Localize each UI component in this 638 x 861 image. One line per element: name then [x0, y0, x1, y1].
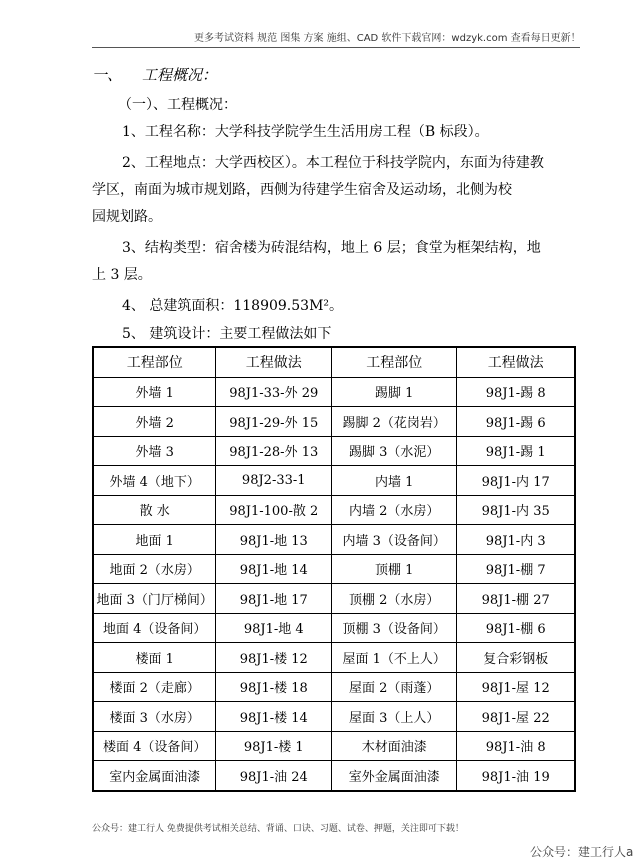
- cell-part: 外墙 2: [93, 407, 216, 437]
- cell-method: 98J1-踢 1: [457, 436, 575, 466]
- cell-part: 踢脚 2（花岗岩）: [332, 407, 457, 437]
- cell-part: 地面 3（门厅梯间）: [93, 584, 216, 614]
- cell-method: 复合彩钢板: [457, 643, 575, 673]
- cell-method: 98J1-内 3: [457, 525, 575, 555]
- table-row: [93, 525, 575, 555]
- table-row: [93, 495, 575, 525]
- header-note: 更多考试资料 规范 图集 方案 施组、CAD 软件下载官网：wdzyk.com 查看每日更新！: [194, 33, 581, 44]
- table-row: [93, 584, 575, 614]
- cell-method: 98J1-楼 18: [216, 672, 332, 702]
- paragraph-location-line-2: 学区，南面为城市规划路，西侧为待建学生宿舍及运动场，北侧为校: [92, 182, 512, 198]
- cell-method: 98J1-屋 22: [457, 702, 575, 732]
- cell-part: 楼面 2（走廊）: [93, 672, 216, 702]
- cell-method: 98J1-楼 12: [216, 643, 332, 673]
- cell-part: 楼面 1: [93, 643, 216, 673]
- cell-part: 地面 1: [93, 525, 216, 555]
- paragraph-project-name: 1、工程名称：大学科技学院学生生活用房工程（B 标段）。: [122, 124, 489, 140]
- paragraph-structure-line-1: 3、结构类型：宿舍楼为砖混结构，地上 6 层；食堂为框架结构，地: [122, 240, 541, 256]
- construction-methods-table: [92, 346, 576, 792]
- cell-method: 98J1-棚 27: [457, 584, 575, 614]
- table-body: [93, 377, 575, 791]
- cell-part: 屋面 2（雨蓬）: [332, 672, 457, 702]
- cell-part: 踢脚 3（水泥）: [332, 436, 457, 466]
- cell-part: 木材面油漆: [332, 731, 457, 761]
- paragraph-location-line-3: 园规划路。: [92, 209, 162, 225]
- cell-part: 室外金属面油漆: [332, 761, 457, 791]
- cell-method: 98J1-33-外 29: [216, 377, 332, 407]
- table-header-row: [93, 347, 575, 377]
- table-row: [93, 554, 575, 584]
- table-row: [93, 702, 575, 732]
- cell-part: 内墙 1: [332, 466, 457, 496]
- table-row: [93, 761, 575, 791]
- table-row: [93, 436, 575, 466]
- section-title: 工程概况：: [142, 66, 218, 84]
- cell-part: 室内金属面油漆: [93, 761, 216, 791]
- cell-method: 98J1-内 17: [457, 466, 575, 496]
- cell-method: 98J1-棚 6: [457, 613, 575, 643]
- watermark: 公众号：建工行人a: [530, 845, 634, 859]
- cell-part: 屋面 1（不上人）: [332, 643, 457, 673]
- cell-method: 98J1-地 4: [216, 613, 332, 643]
- cell-part: 顶棚 3（设备间）: [332, 613, 457, 643]
- header-divider: [92, 47, 580, 48]
- cell-part: 踢脚 1: [332, 377, 457, 407]
- table-row: [93, 377, 575, 407]
- cell-method: 98J1-100-散 2: [216, 495, 332, 525]
- table-row: [93, 407, 575, 437]
- table-row: [93, 731, 575, 761]
- table-row: [93, 466, 575, 496]
- cell-part: 楼面 3（水房）: [93, 702, 216, 732]
- table-row: [93, 672, 575, 702]
- cell-part: 顶棚 1: [332, 554, 457, 584]
- cell-part: 顶棚 2（水房）: [332, 584, 457, 614]
- cell-method: 98J1-屋 12: [457, 672, 575, 702]
- cell-method: 98J1-油 24: [216, 761, 332, 791]
- cell-method: 98J1-踢 8: [457, 377, 575, 407]
- cell-method: 98J1-地 14: [216, 554, 332, 584]
- cell-method: 98J1-地 13: [216, 525, 332, 555]
- header-part-1: 工程部位: [93, 347, 216, 377]
- paragraph-structure-line-2: 上 3 层。: [92, 267, 152, 283]
- cell-method: 98J1-踢 6: [457, 407, 575, 437]
- paragraph-architecture-design: 5、 建筑设计：主要工程做法如下: [122, 326, 332, 342]
- footer-note: 公众号：建工行人 免费提供考试相关总结、背诵、口诀、习题、试卷、押题，关注即可下载！: [92, 824, 464, 834]
- cell-method: 98J1-油 19: [457, 761, 575, 791]
- cell-method: 98J1-油 8: [457, 731, 575, 761]
- table-row: [93, 643, 575, 673]
- cell-part: 地面 2（水房）: [93, 554, 216, 584]
- paragraph-location-line-1: 2、工程地点：大学西校区）。本工程位于科技学院内，东面为待建教: [122, 155, 544, 171]
- cell-method: 98J1-地 17: [216, 584, 332, 614]
- cell-part: 屋面 3（上人）: [332, 702, 457, 732]
- cell-method: 98J1-内 35: [457, 495, 575, 525]
- cell-method: 98J2-33-1: [216, 466, 332, 496]
- section-number: 一、: [92, 66, 123, 84]
- header-part-2: 工程部位: [332, 347, 457, 377]
- cell-method: 98J1-28-外 13: [216, 436, 332, 466]
- cell-part: 内墙 3（设备间）: [332, 525, 457, 555]
- cell-part: 外墙 4（地下）: [93, 466, 216, 496]
- cell-part: 楼面 4（设备间）: [93, 731, 216, 761]
- cell-method: 98J1-楼 14: [216, 702, 332, 732]
- cell-part: 地面 4（设备间）: [93, 613, 216, 643]
- cell-method: 98J1-棚 7: [457, 554, 575, 584]
- cell-part: 外墙 3: [93, 436, 216, 466]
- cell-part: 内墙 2（水房）: [332, 495, 457, 525]
- cell-part: 散 水: [93, 495, 216, 525]
- cell-method: 98J1-29-外 15: [216, 407, 332, 437]
- subsection-title: （一）、工程概况：: [118, 97, 237, 113]
- header-method-1: 工程做法: [216, 347, 332, 377]
- paragraph-total-area: 4、 总建筑面积：118909.53M²。: [122, 298, 344, 314]
- cell-method: 98J1-楼 1: [216, 731, 332, 761]
- table-row: [93, 613, 575, 643]
- header-method-2: 工程做法: [457, 347, 575, 377]
- cell-part: 外墙 1: [93, 377, 216, 407]
